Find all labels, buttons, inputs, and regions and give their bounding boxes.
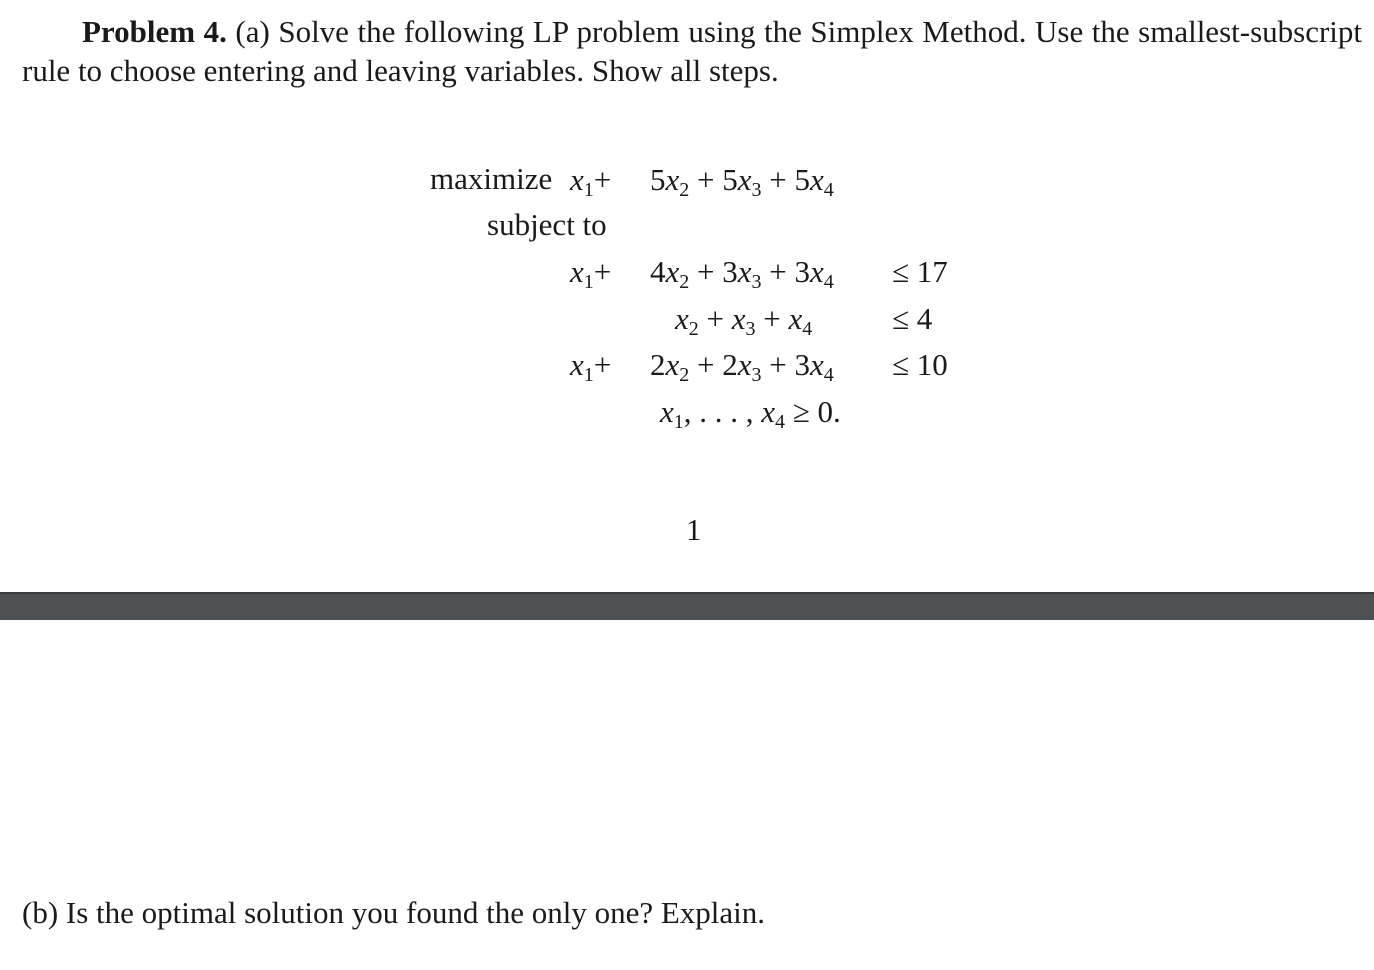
objective-keyword: maximize [430,161,553,196]
constraint-1-rhs: ≤ 17 [892,254,948,289]
objective-x1: $x_1+$ [570,162,612,201]
constraint-1-lhs: $4x_2 + 3x_3 + 3x_4$ [650,254,834,293]
part-b-text: (b) Is the optimal solution you found the only one? Explain. [22,895,766,930]
problem-statement [22,12,1362,90]
problem-heading: Problem 4. [82,14,227,49]
constraint-2-rhs: ≤ 4 [892,301,933,336]
objective-terms: $5x_2 + 5x_3 + 5x_4$ [650,162,834,201]
nonnegativity-constraint: $x_1$, . . . , $x_4 \ge 0$. [660,394,841,433]
constraint-3-x1: $x_1+$ [570,347,612,386]
constraint-2-lhs: $x_2 + x_3 + x_4$ [675,301,813,340]
subject-to-label: subject to [487,207,607,242]
part-a-text: (a) Solve the following LP problem using the Simplex Method. Use the smallest-subscript rule to choose entering and leaving variables. Show all steps. [22,14,1362,88]
constraint-1-x1: $x_1+$ [570,254,612,293]
constraint-3-lhs: $2x_2 + 2x_3 + 3x_4$ [650,347,834,386]
page-number: 1 [686,512,702,547]
constraint-3-rhs: ≤ 10 [892,347,948,382]
page-divider [0,592,1374,620]
